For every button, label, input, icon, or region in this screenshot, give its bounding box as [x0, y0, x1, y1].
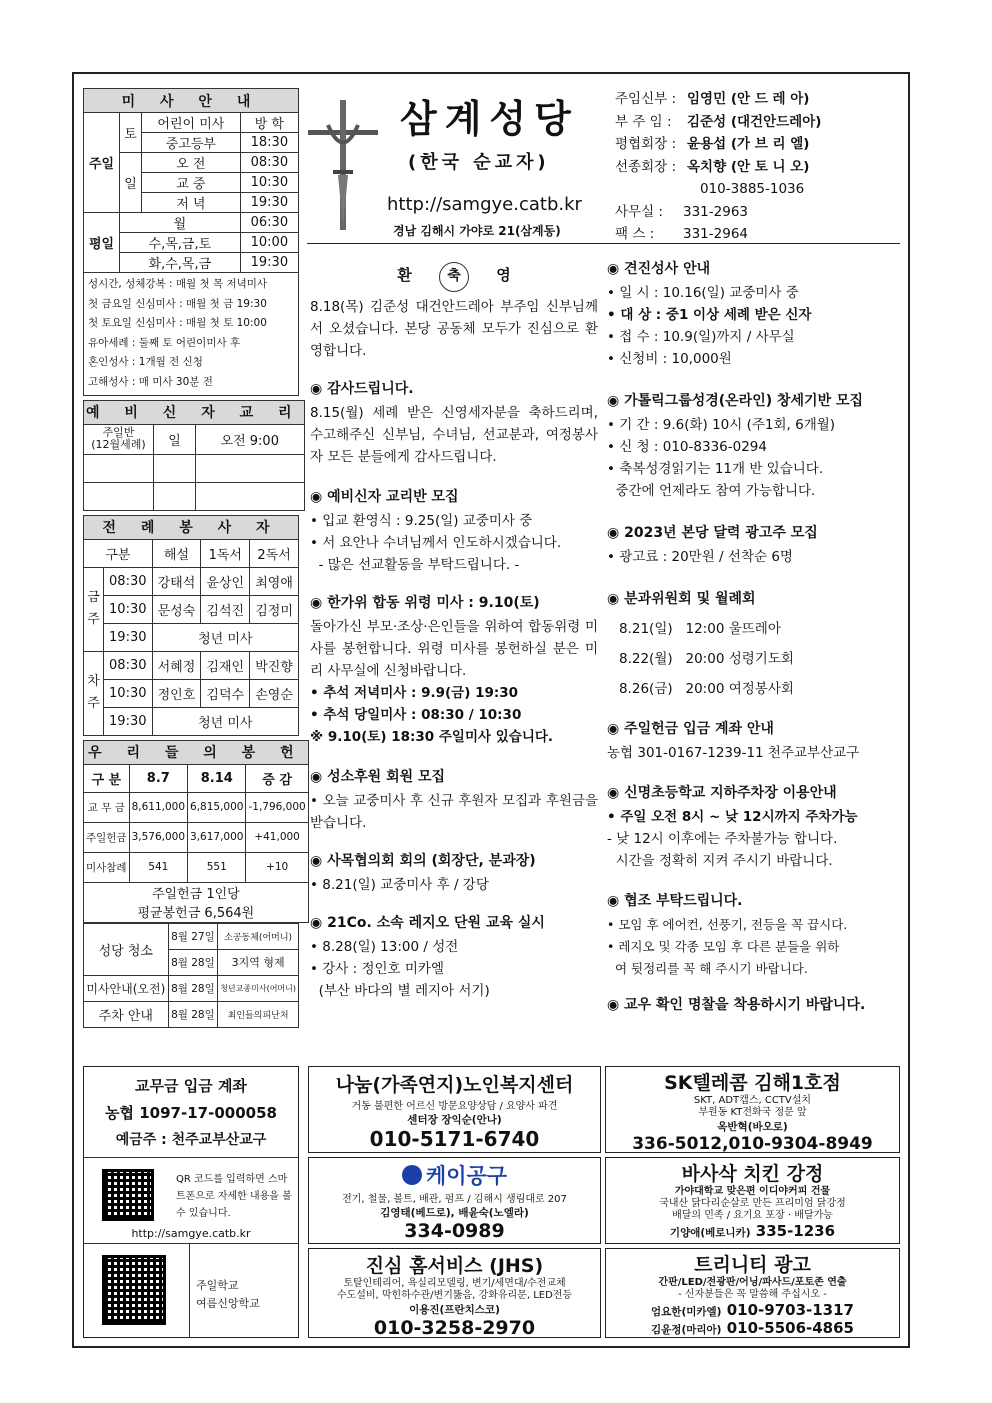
liturgy-cell: 10:30: [104, 679, 153, 707]
notice-column-2: [310, 262, 598, 1002]
staff-role: 팩 스 :: [615, 226, 655, 242]
staff-phone: 010-3885-1036: [700, 181, 805, 197]
office-phone: 331-2963: [683, 203, 748, 220]
liturgy-header: 구분: [84, 539, 153, 567]
mass-cell: 18:30: [240, 133, 298, 153]
liturgy-cell: 19:30: [104, 623, 153, 651]
duty-date: 8월 27일: [168, 923, 218, 949]
liturgy-cell: 손영순: [250, 679, 299, 707]
staff-name: 윤용섭 (가 브 리 엘): [687, 136, 810, 152]
duty-date: 8월 28일: [168, 1001, 218, 1027]
ad-contact-name: 김영태(베드로), 배윤숙(노엘라): [380, 1207, 529, 1219]
church-subtitle: (한국 순교자): [408, 152, 550, 173]
legio-title: ◉ 21Co. 소속 레지오 단원 교육 실시: [310, 912, 598, 934]
fax-number: 331-2964: [683, 226, 748, 242]
confirmation-title: ◉ 견진성사 안내: [607, 258, 899, 280]
mass-cell: 19:30: [240, 253, 298, 273]
ad-phone: 335-1236: [755, 1222, 836, 1240]
ad-subtitle: 토탈인테리어, 욕실리모델링, 변기/세면대/수전교체: [343, 1278, 566, 1289]
bible-title: ◉ 가톨릭그룹성경(온라인) 창세기반 모집: [607, 390, 899, 412]
duty-table: [83, 923, 299, 1028]
sunday-school-label: 주일학교: [196, 1279, 239, 1292]
offering-account-number: 농협 1097-17-000058: [105, 1104, 277, 1122]
liturgy-cell: 김정미: [250, 595, 299, 623]
per-person-label: 주일헌금 1인당: [84, 882, 309, 902]
liturgy-title: 전 례 봉 사 자: [84, 515, 299, 539]
guide-label: 미사안내(오전): [84, 975, 169, 1001]
list-item: • 광고료 : 20만원 / 선착순 6명: [607, 549, 793, 565]
ad-jhs: [308, 1248, 601, 1338]
staff-role: 부 주 임 :: [615, 113, 672, 130]
mass-cell: 월: [120, 213, 241, 233]
mass-cell: 08:30: [240, 153, 298, 173]
staff-role: 평협회장 :: [615, 136, 677, 152]
list-item: • 서 요안나 수녀님께서 인도하시겠습니다.: [310, 535, 562, 551]
ads-section: [83, 1066, 903, 1338]
liturgy-cell: 문성숙: [152, 595, 201, 623]
thanks-title: ◉ 감사드립니다.: [310, 378, 598, 400]
sponsor-title: ◉ 성소후원 회원 모집: [310, 766, 598, 788]
ad-title: [309, 1160, 600, 1190]
sunday-label: 주일: [84, 113, 120, 213]
mass-cell: 10:30: [240, 173, 298, 193]
liturgy-cell: 정인호: [152, 679, 201, 707]
ad-subtitle: 간판/LED/전광판/어닝/파사드/포토존 연출: [658, 1277, 847, 1288]
welcome-char: 영: [496, 266, 511, 284]
note-line: 고해성사 : 매 미사 30분 전: [88, 375, 213, 388]
list-item: - 낮 12시 이후에는 주차불가능 합니다.: [607, 831, 838, 847]
catechism-recruit-title: ◉ 예비신자 교리반 모집: [310, 486, 598, 508]
list-item: • 신 청 : 010-8336-0294: [607, 439, 767, 455]
offering-cell: +10: [246, 852, 308, 882]
catechism-day: 일: [154, 424, 196, 454]
ad-subtitle: - 신자분들은 꼭 말씀해 주십시오 -: [678, 1289, 827, 1300]
list-item: - 많은 선교활동을 부탁드립니다. -: [310, 557, 520, 573]
list-item: 8.22(월) 20:00 성령기도회: [619, 651, 794, 667]
qr-code-icon[interactable]: [102, 1255, 166, 1325]
list-item: (부산 바다의 별 레지아 서기): [310, 983, 490, 999]
ad-phone: 010-5506-4865: [726, 1319, 854, 1337]
liturgy-table: [83, 515, 299, 736]
ad-subtitle: SKT, ADT캡스, CCTV설치: [693, 1095, 812, 1106]
mass-schedule-table: [83, 88, 299, 273]
badge-title: ◉ 교우 확인 명찰을 착용하시기 바랍니다.: [607, 994, 899, 1016]
duty-value: 3지역 형제: [218, 949, 299, 975]
offering-cell: 주일헌금: [84, 822, 130, 852]
offering-table: [83, 740, 309, 923]
offering-cell: 미사참례: [84, 852, 130, 882]
liturgy-cell: 08:30: [104, 567, 153, 595]
account-info-title: ◉ 주일헌금 입금 계좌 안내: [607, 718, 899, 740]
ad-phone: 336-5012,010-9304-8949: [632, 1134, 873, 1153]
note-line: 성시간, 성체강복 : 매월 첫 목 저녁미사: [88, 278, 268, 290]
liturgy-cell: 청년 미사: [152, 623, 298, 651]
liturgy-cell: 19:30: [104, 707, 153, 735]
list-item: • 추석 저녁미사 : 9.9(금) 19:30: [310, 685, 519, 701]
ad-title: SK텔레콤 김해1호점: [664, 1072, 841, 1094]
offering-cell: -1,796,000: [246, 792, 308, 822]
offering-header: 증 감: [246, 764, 308, 792]
ad-phone: 010-9703-1317: [726, 1301, 854, 1319]
notice-column-3: [607, 258, 899, 1018]
cross-sword-logo: [308, 100, 378, 232]
offering-account-title: 교무금 입금 계좌: [135, 1077, 247, 1095]
ad-subtitle: 전기, 철물, 볼트, 배관, 펌프 / 김해시 생림대로 207: [342, 1194, 567, 1205]
list-item: ※ 9.10(토) 18:30 주일미사 있습니다.: [310, 729, 554, 745]
qr-code-icon[interactable]: [102, 1169, 154, 1221]
parking-title: ◉ 신명초등학교 지하주차장 이용안내: [607, 782, 899, 804]
mass-cell: 방 학: [240, 113, 298, 133]
welcome-char: 환: [397, 266, 412, 284]
offering-cell: +41,000: [246, 822, 308, 852]
mass-cell: 수,목,금,토: [120, 233, 241, 253]
church-title: 삼계성당: [400, 97, 579, 141]
offering-header: 8.7: [129, 764, 187, 792]
note-line: 첫 토요일 신심미사 : 매월 첫 토 10:00: [88, 317, 267, 330]
mass-cell: 오 전: [142, 153, 241, 173]
meeting-title: ◉ 분과위원회 및 월례회: [607, 588, 899, 610]
catechism-time: 오전 9:00: [196, 424, 305, 454]
ad-phone: 010-5171-6740: [369, 1127, 540, 1151]
list-item: • 추석 당일미사 : 08:30 / 10:30: [310, 707, 522, 723]
clean-label: 성당 청소: [84, 923, 169, 975]
duty-value: 소공동체(어머니): [218, 923, 299, 949]
left-column: [83, 88, 306, 1028]
liturgy-cell: 김석진: [201, 595, 250, 623]
list-item: 중간에 언제라도 참여 가능합니다.: [607, 483, 816, 499]
thanks-text: 8.15(월) 세례 받은 신영세자분을 축하드리며, 수고해주신 신부님, 수녀님, 선교분과, 여정봉사자 모든 분들에게 감사드립니다.: [310, 405, 598, 465]
mass-notes: [83, 273, 299, 396]
mass-title: 미 사 안 내: [84, 89, 299, 113]
liturgy-cell: 김덕수: [201, 679, 250, 707]
qr-url[interactable]: http://samgye.catb.kr: [131, 1227, 251, 1240]
offering-cell: 3,576,000: [129, 822, 187, 852]
council-title: ◉ 사목협의회 회의 (회장단, 분과장): [310, 850, 598, 872]
mass-cell: 저 녁: [142, 193, 241, 213]
welcome-text: 8.18(목) 김준성 대건안드레아 부주임 신부님께서 오셨습니다. 본당 공동체 모두가 진심으로 환영합니다.: [310, 299, 598, 359]
list-item: • 기 간 : 9.6(화) 10시 (주1회, 6개월): [607, 417, 836, 433]
offering-title: 우 리 들 의 봉 헌: [84, 740, 309, 764]
staff-role: 선종회장 :: [615, 158, 677, 175]
ad-subtitle: 가야대학교 맞은편 이디야커피 건물: [674, 1186, 831, 1197]
account-info-text: 농협 301-0167-1239-11 천주교부산교구: [607, 745, 860, 761]
liturgy-cell: 박진향: [250, 651, 299, 679]
offering-account-owner: 예금주 : 천주교부산교구: [115, 1132, 267, 1148]
note-line: 유아세례 : 둘째 토 어린이미사 후: [88, 336, 241, 349]
ad-contact-name: 옥반혁(바오로): [717, 1121, 788, 1133]
school-labels: [196, 1277, 260, 1313]
weekday-label: 평일: [84, 213, 120, 273]
ad-title: 바사삭 치킨 강정: [681, 1163, 824, 1185]
church-address: 경남 김해시 가야로 21(삼계동): [393, 224, 561, 238]
welcome-title: [310, 262, 598, 292]
next-week-label: 차주: [84, 651, 104, 735]
liturgy-header: 해설: [152, 539, 201, 567]
liturgy-cell: 최영애: [250, 567, 299, 595]
list-item: • 신청비 : 10,000원: [607, 351, 732, 367]
k-tool-logo-icon: [402, 1165, 422, 1185]
saturday-label: 토: [120, 113, 142, 153]
ad-subtitle: 배달의 민족 / 요기요 포장 · 배달가능: [672, 1210, 833, 1221]
ad-k-tool: [308, 1157, 601, 1244]
list-item: • 대 상 : 중1 이상 세례 받은 신자: [607, 307, 812, 323]
ad-subtitle: 국내산 닭다리순살로 만든 프리미엄 닭강정: [659, 1198, 846, 1209]
liturgy-cell: 김재인: [201, 651, 250, 679]
list-item: • 모임 후 에어컨, 선풍기, 전등을 꼭 끕시다.: [607, 917, 848, 932]
ad-basasak-chicken: [605, 1157, 900, 1244]
liturgy-header: 1독서: [201, 539, 250, 567]
summer-school-label: 여름신앙학교: [196, 1297, 260, 1310]
note-line: 첫 금요일 신심미사 : 매월 첫 금 19:30: [88, 297, 267, 310]
mass-cell: 화,수,목,금: [120, 253, 241, 273]
duty-date: 8월 28일: [168, 975, 218, 1001]
liturgy-header: 2독서: [250, 539, 299, 567]
mass-cell: 어린이 미사: [142, 113, 241, 133]
offering-cell: 3,617,000: [188, 822, 246, 852]
offering-header: 8.14: [188, 764, 246, 792]
ad-contact-name: 이용진(프란치스코): [409, 1304, 500, 1316]
hangawi-text: 돌아가신 부모·조상·은인들을 위하여 합동위령 미사를 봉헌합니다. 위령 미사를 봉헌하실 분은 미리 사무실에 신청바랍니다.: [310, 619, 598, 679]
liturgy-cell: 10:30: [104, 595, 153, 623]
sun-label: 일: [120, 153, 142, 213]
duty-date: 8월 28일: [168, 949, 218, 975]
list-item: 시간을 정확히 지켜 주시기 바랍니다.: [607, 853, 833, 869]
liturgy-cell: 청년 미사: [152, 707, 298, 735]
offering-cell: 교 무 금: [84, 792, 130, 822]
staff-name: 옥치향 (안 토 니 오): [687, 158, 810, 175]
list-item: • 주일 오전 8시 ~ 낮 12시까지 주차가능: [607, 809, 858, 825]
list-item: • 8.28(일) 13:00 / 성전: [310, 939, 459, 955]
offering-cell: 541: [129, 852, 187, 882]
ad-phone: 334-0989: [404, 1220, 505, 1242]
ad-nanum: [308, 1066, 601, 1153]
list-item: • 강사 : 정인호 미카엘: [310, 961, 445, 977]
offering-cell: 551: [188, 852, 246, 882]
ad-title: 트리니티 광고: [694, 1254, 811, 1276]
liturgy-cell: 08:30: [104, 651, 153, 679]
hangawi-title: ◉ 한가위 합동 위령 미사 : 9.10(토): [310, 592, 598, 614]
list-item: 여 뒷정리를 꼭 해 주시기 바랍니다.: [607, 961, 808, 976]
mass-cell: 중고등부: [142, 133, 241, 153]
ad-subtitle: 부원동 KT전화국 정문 앞: [698, 1107, 807, 1118]
mass-cell: 19:30: [240, 193, 298, 213]
mass-cell: 10:00: [240, 233, 298, 253]
catechism-table: [83, 400, 305, 511]
note-line: 혼인성사 : 1개월 전 신청: [88, 356, 203, 369]
list-item: • 접 수 : 10.9(일)까지 / 사무실: [607, 329, 795, 345]
offering-cell: 6,815,000: [188, 792, 246, 822]
mass-cell: 06:30: [240, 213, 298, 233]
catechism-class: 주일반 (12월세례): [84, 424, 154, 454]
list-item: • 입교 환영식 : 9.25(일) 교중미사 중: [310, 513, 533, 529]
offering-header: 구 분: [84, 764, 130, 792]
staff-role: 주임신부 :: [615, 91, 677, 107]
ad-sk-telecom: [605, 1066, 900, 1153]
ad-subtitle: 거동 불편한 어르신 방문요양상담 / 요양사 파견: [351, 1101, 558, 1112]
liturgy-cell: 서혜정: [152, 651, 201, 679]
list-item: 8.26(금) 20:00 여정봉사회: [619, 681, 794, 697]
list-item: • 레지오 및 각종 모임 후 다른 분들을 위하: [607, 939, 840, 954]
liturgy-cell: 윤상인: [201, 567, 250, 595]
catechism-title: 예 비 신 자 교 리: [84, 400, 305, 424]
staff-name: 임영민 (안 드 레 아): [687, 91, 810, 107]
celebration-emblem: 축: [439, 262, 469, 292]
offering-cell: 8,611,000: [129, 792, 187, 822]
staff-name: 김준성 (대건안드레아): [687, 113, 822, 130]
ad-contact-name: 김윤정(마리아): [651, 1324, 722, 1336]
per-person-value: 평균봉헌금 6,564원: [84, 902, 309, 922]
this-week-label: 금주: [84, 567, 104, 651]
staff-role: 사무실 :: [615, 203, 663, 220]
staff-list: [615, 88, 821, 246]
list-item: • 8.21(일) 교중미사 후 / 강당: [310, 877, 489, 893]
qr-description: QR 코드를 입력하면 스마트폰으로 자세한 내용을 볼 수 있습니다.: [176, 1174, 292, 1219]
header-divider: [307, 243, 900, 244]
ad-title-text: 케이공구: [425, 1164, 508, 1188]
list-item: • 축복성경읽기는 11개 반 있습니다.: [607, 461, 824, 477]
sponsor-text: • 오늘 교중미사 후 신규 후원자 모집과 후원금을 받습니다.: [310, 793, 598, 831]
ad-title: 나눔(가족연지)노인복지센터: [335, 1074, 574, 1096]
list-item: • 일 시 : 10.16(일) 교중미사 중: [607, 285, 799, 301]
ad-title: 진심 홈서비스 (JHS): [365, 1255, 544, 1277]
ad-subtitle: 수도설비, 막힌하수관/변기뚫음, 강화유리문, LED전등: [336, 1290, 573, 1301]
duty-value: 최인들의피난처: [218, 1001, 299, 1027]
liturgy-cell: 강태석: [152, 567, 201, 595]
mass-cell: 교 중: [142, 173, 241, 193]
ad-trinity: [605, 1248, 900, 1338]
duty-value: 청년교종미사(어머니): [218, 975, 299, 1001]
ad-phone: 010-3258-2970: [373, 1317, 536, 1338]
ad-contact-name: 엄요한(미카엘): [651, 1306, 722, 1318]
ad-contact-name: 기양애(베로니카): [669, 1227, 751, 1239]
website-link[interactable]: http://samgye.catb.kr: [387, 194, 582, 215]
parking-label: 주차 안내: [84, 1001, 169, 1027]
staff-role: [615, 178, 700, 201]
ad-contact-name: 센터장 장익순(안나): [407, 1114, 502, 1126]
account-qr-box: [83, 1066, 299, 1338]
list-item: 8.21(일) 12:00 울뜨레아: [619, 621, 781, 637]
cooperation-title: ◉ 협조 부탁드립니다.: [607, 890, 899, 912]
calendar-title: ◉ 2023년 본당 달력 광고주 모집: [607, 522, 899, 544]
